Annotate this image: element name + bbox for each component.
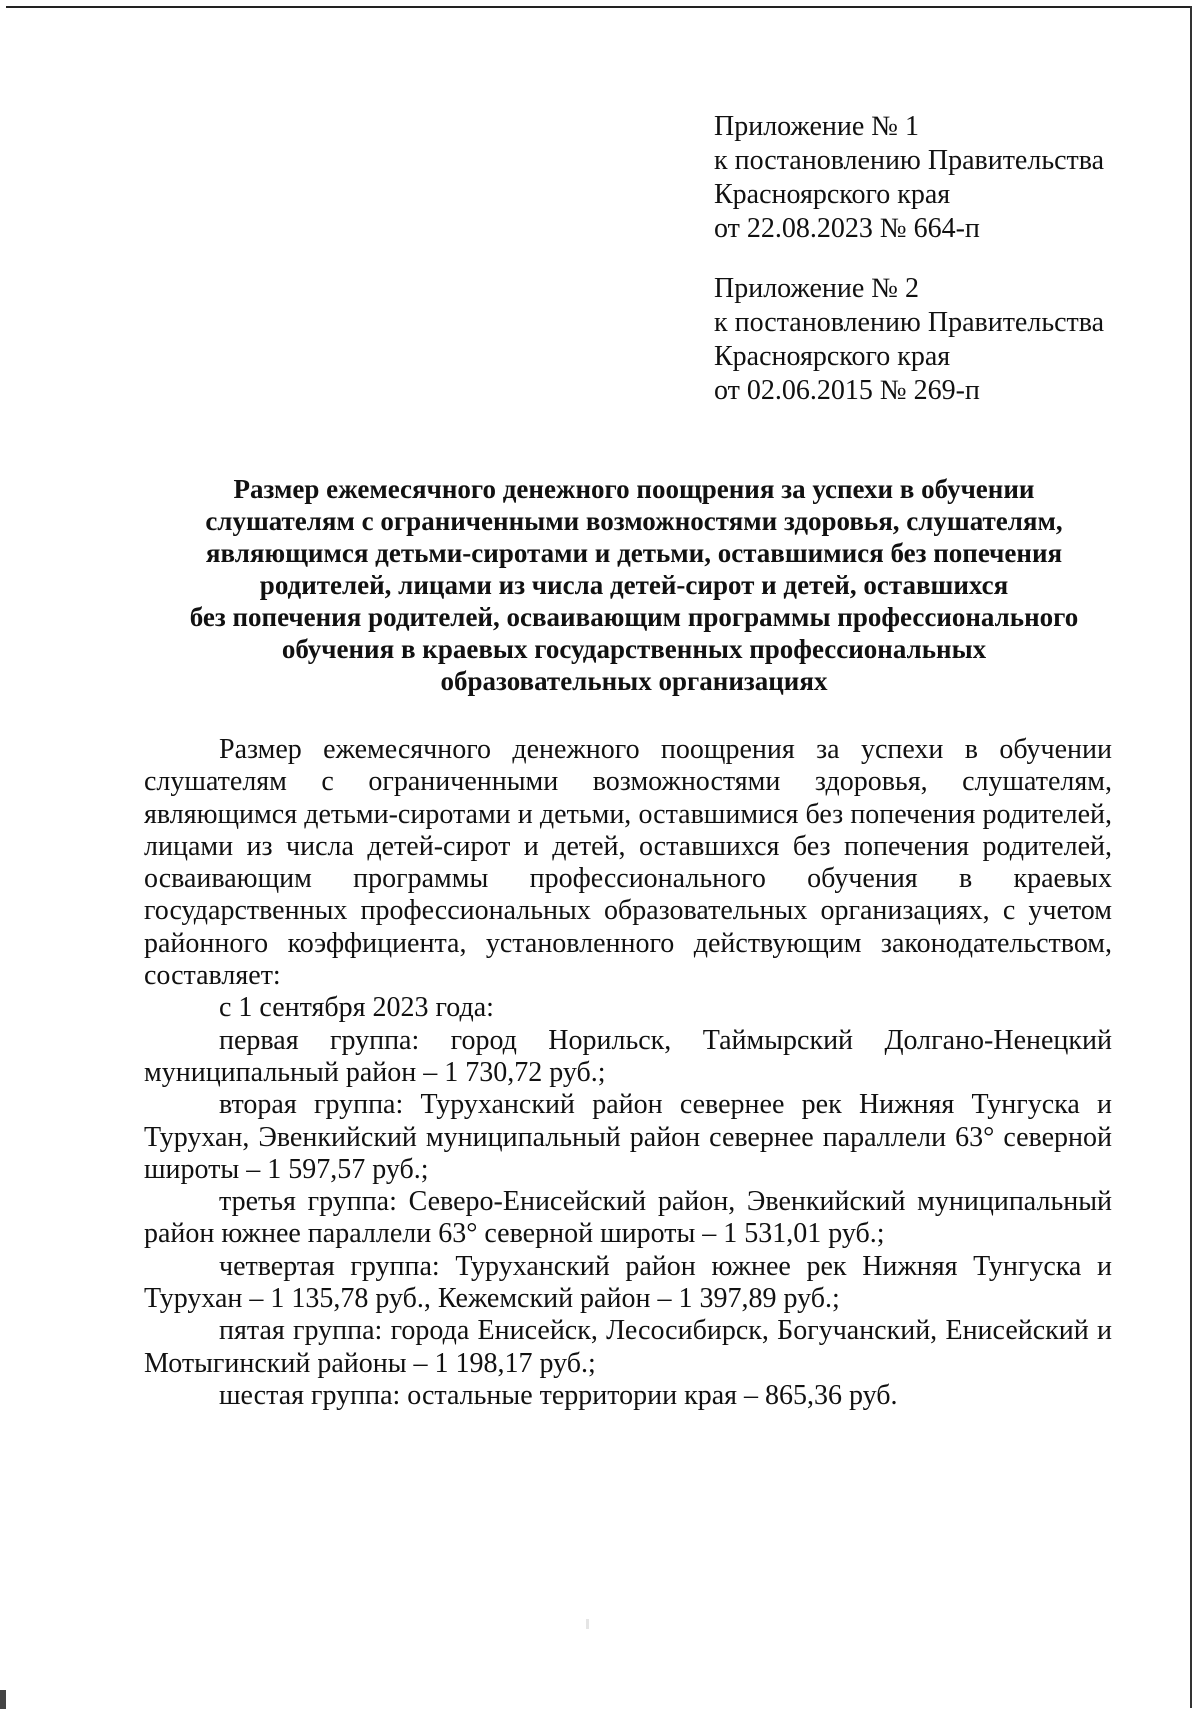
- effective-date: с 1 сентября 2023 года:: [219, 992, 494, 1024]
- group-5-paragraph: пятая группа: города Енисейск, Лесосибирск, Богучанский, Енисейский и Мотыгинский районы – 1 198,17 руб.;: [144, 1315, 1112, 1379]
- group-4-paragraph: четвертая группа: Туруханский район южнее рек Нижняя Тунгуска и Турухан – 1 135,78 руб., Кежемский район – 1 397,89 руб.;: [144, 1250, 1112, 1315]
- intro-paragraph: Размер ежемесячного денежного поощрения за успехи в обучении слушателям с ограниченными возможностями здоровья, слушателям, являющимся детьми-сиротами и детьми, оставшимися без попечения родителей, лицами из числа детей-сирот и детей, оставшихся без попечения родителей, осваивающим программы профессионального обучения в краевых государственных профессиональных образовательных организациях, с учетом районного коэффициента, установленного действующим законодательством, составляет:: [144, 734, 1112, 992]
- page-edge-top: [6, 6, 1192, 8]
- group-2-paragraph: вторая группа: Туруханский район севернее рек Нижняя Тунгуска и Турухан, Эвенкийский муниципальный район севернее параллели 63° северной широты – 1 597,57 руб.;: [144, 1089, 1112, 1185]
- scan-artifact: [586, 1619, 589, 1629]
- page-edge-mark: [0, 1690, 6, 1709]
- appendix-1-region: Красноярского края: [714, 179, 951, 210]
- appendix-2-header: [714, 272, 1104, 408]
- group-6-paragraph: шестая группа: остальные территории края – 865,36 руб.: [219, 1379, 898, 1411]
- appendix-1-date: от 22.08.2023 № 664-п: [714, 213, 980, 244]
- title-line: без попечения родителей, осваивающим программы профессионального: [189, 602, 1079, 632]
- title-line: родителей, лицами из числа детей-сирот и детей, оставшихся: [259, 570, 1009, 600]
- title-line: Размер ежемесячного денежного поощрения за успехи в обучении: [233, 474, 1035, 504]
- title-line: являющимся детьми-сиротами и детьми, оставшимися без попечения: [205, 538, 1063, 568]
- appendix-1-header: [714, 110, 1104, 246]
- appendix-1-number: Приложение № 1: [714, 111, 919, 142]
- title-line: слушателям с ограниченными возможностями здоровья, слушателям,: [205, 506, 1063, 536]
- title-line: обучения в краевых государственных профессиональных: [281, 634, 987, 664]
- title-line: образовательных организациях: [440, 666, 828, 696]
- group-3-paragraph: третья группа: Северо-Енисейский район, Эвенкийский муниципальный район южнее параллели 63° северной широты – 1 531,01 руб.;: [144, 1186, 1112, 1250]
- appendix-1-ref: к постановлению Правительства: [714, 145, 1105, 176]
- group-1-paragraph: первая группа: город Норильск, Таймырский Долгано-Ненецкий муниципальный район – 1 730,72 руб.;: [144, 1024, 1112, 1088]
- document-title: [144, 473, 1124, 697]
- appendix-2-number: Приложение № 2: [714, 273, 919, 304]
- appendix-2-region: Красноярского края: [714, 341, 951, 372]
- document-body: [144, 734, 1112, 1412]
- appendix-2-ref: к постановлению Правительства: [714, 307, 1105, 338]
- page-edge-right: [1190, 6, 1192, 1708]
- appendix-2-date: от 02.06.2015 № 269-п: [714, 375, 980, 406]
